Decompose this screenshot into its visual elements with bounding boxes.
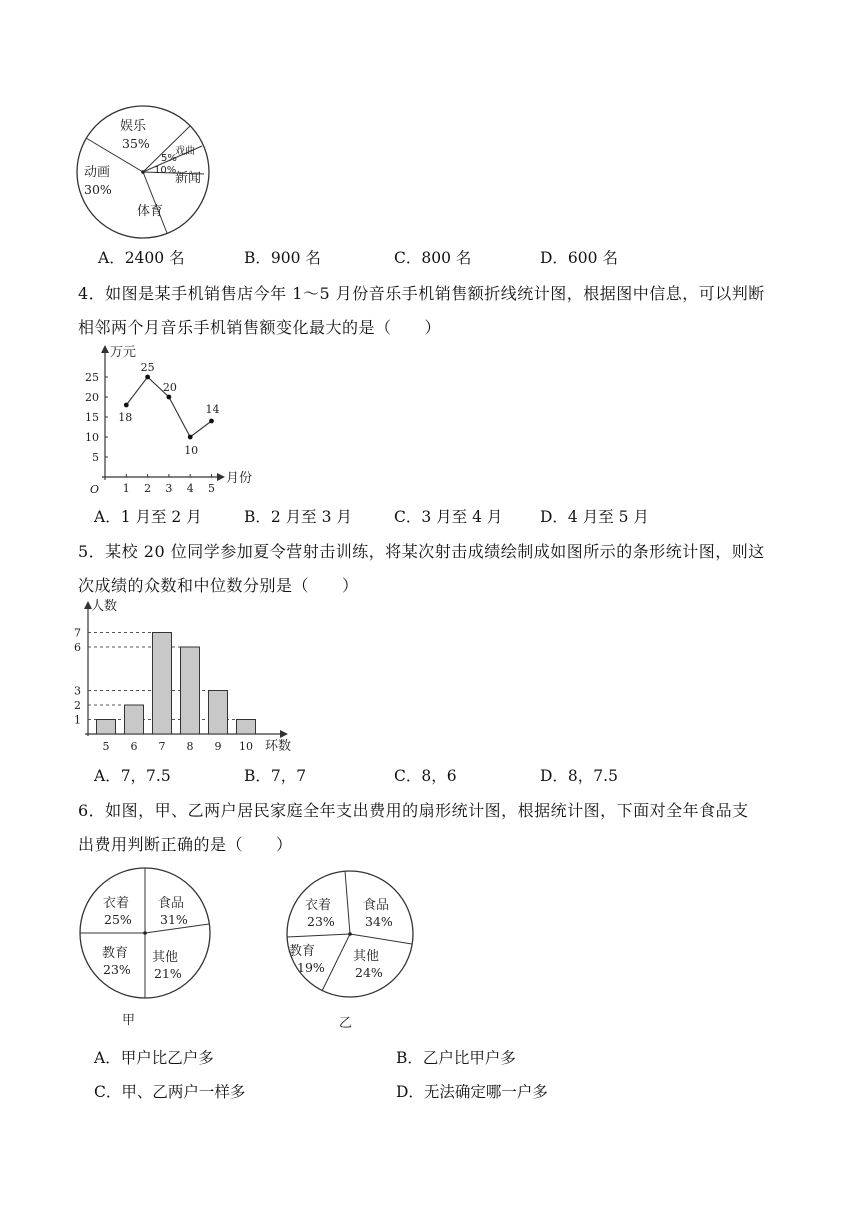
q6-pie-yi <box>275 856 425 1031</box>
q5-xtick-label: 8 <box>186 740 194 753</box>
q5-bar <box>209 691 228 735</box>
q4-data-label: 20 <box>162 381 177 394</box>
q5-option-b[interactable]: B．7，7 <box>244 767 307 785</box>
q3-pct-xinwen: 10% <box>154 165 177 176</box>
q6-jia-label-other: 其他 <box>152 950 179 965</box>
q6-option-c[interactable]: C．甲、乙两户一样多 <box>94 1083 246 1101</box>
q5-xtick-label: 7 <box>158 740 166 753</box>
q4-option-d[interactable]: D．4 月至 5 月 <box>540 508 649 526</box>
q6-yi-label-other: 其他 <box>353 949 380 964</box>
q4-ytick-label: 20 <box>85 391 99 404</box>
q4-stem-line-1: 4．如图是某手机销售店今年 1～5 月份音乐手机销售额折线统计图，根据图中信息，可以判断 <box>78 284 765 303</box>
q5-option-a[interactable]: A．7，7.5 <box>94 767 171 785</box>
q5-bar-chart <box>68 596 308 758</box>
q5-bar <box>237 720 256 735</box>
q6-option-b[interactable]: B．乙户比甲户多 <box>396 1049 516 1067</box>
q6-jia-label-clothing: 衣着 <box>103 896 130 911</box>
q6-pie-jia <box>70 860 220 1030</box>
q6-yi-pct-food: 34% <box>365 914 393 929</box>
q6-jia-pct-food: 31% <box>160 912 188 927</box>
q4-xtick-label: 2 <box>144 482 152 495</box>
q6-option-d[interactable]: D．无法确定哪一户多 <box>396 1083 548 1101</box>
q5-ytick-label: 2 <box>74 699 81 712</box>
q3-option-c[interactable]: C．800 名 <box>394 249 472 267</box>
q5-bar <box>153 633 172 735</box>
q4-ytick-label: 25 <box>85 371 99 384</box>
q4-data-label: 14 <box>205 403 220 416</box>
q5-bar <box>125 705 144 734</box>
q4-data-label: 25 <box>140 361 155 374</box>
q4-data-label: 10 <box>184 444 199 457</box>
q5-xlabel: 环数 <box>265 739 292 754</box>
q4-y-axis-arrow <box>101 345 109 353</box>
q4-ytick-label: 5 <box>92 451 99 464</box>
q3-label-donghua: 动画 <box>84 165 111 180</box>
q5-xtick-label: 5 <box>102 740 110 753</box>
q6-jia-label-education: 教育 <box>102 946 129 961</box>
q6-yi-pct-education: 19% <box>297 960 325 975</box>
q5-ytick-label: 6 <box>74 641 81 654</box>
q6-yi-title: 乙 <box>339 1016 353 1031</box>
q5-option-d[interactable]: D．8，7.5 <box>540 767 618 785</box>
q4-option-c[interactable]: C．3 月至 4 月 <box>394 508 503 526</box>
q4-option-a[interactable]: A．1 月至 2 月 <box>94 508 202 526</box>
q3-pie-chart <box>64 92 224 252</box>
q4-ytick-label: 10 <box>85 431 99 444</box>
q5-bar <box>97 720 116 735</box>
q4-data-point <box>124 403 129 408</box>
q4-data-label: 18 <box>118 411 133 424</box>
q3-option-a[interactable]: A．2400 名 <box>98 249 185 267</box>
q4-data-point <box>188 435 193 440</box>
q4-data-point <box>145 375 150 380</box>
q6-yi-label-clothing: 衣着 <box>305 898 332 913</box>
q6-jia-pct-other: 21% <box>154 966 182 981</box>
q4-stem-line-2: 相邻两个月音乐手机销售额变化最大的是（ ） <box>78 318 442 337</box>
q6-option-a[interactable]: A．甲户比乙户多 <box>94 1049 214 1067</box>
q4-xtick-label: 4 <box>186 482 194 495</box>
q4-data-point <box>209 419 214 424</box>
q6-yi-label-education: 教育 <box>289 944 316 959</box>
q4-xtick-label: 3 <box>165 482 173 495</box>
q3-pct-xiqu: 5% <box>161 153 177 164</box>
q5-ytick-label: 1 <box>74 713 81 727</box>
q3-label-xiqu: 戏曲 <box>175 146 195 157</box>
q5-ylabel: 人数 <box>91 599 118 614</box>
q4-origin: O <box>90 483 100 496</box>
q5-xtick-label: 10 <box>239 740 253 753</box>
q3-pie-center <box>141 170 145 174</box>
q5-stem-line-2: 次成绩的众数和中位数分别是（ ） <box>78 576 359 595</box>
q3-label-tiyu: 体育 <box>137 204 164 219</box>
q5-bar <box>181 647 200 734</box>
q4-xtick-label: 1 <box>122 482 130 495</box>
q5-xtick-label: 9 <box>214 740 222 753</box>
q4-option-b[interactable]: B．2 月至 3 月 <box>244 508 352 526</box>
q6-jia-label-food: 食品 <box>158 896 185 911</box>
q6-yi-pct-clothing: 23% <box>307 914 335 929</box>
q4-xlabel: 月份 <box>226 471 253 486</box>
q5-stem-line-1: 5．某校 20 位同学参加夏令营射击训练，将某次射击成绩绘制成如图所示的条形统计图，则这 <box>78 542 765 561</box>
q5-xtick-label: 6 <box>130 740 138 753</box>
q4-line-chart <box>68 340 268 500</box>
q3-label-xinwen: 新闻 <box>175 171 202 186</box>
q6-jia-pct-clothing: 25% <box>104 912 132 927</box>
q3-label-yule: 娱乐 <box>120 119 147 134</box>
q4-xtick-label: 5 <box>208 482 215 495</box>
q6-stem-line-2: 出费用判断正确的是（ ） <box>78 835 293 854</box>
q5-ytick-label: 7 <box>74 626 81 640</box>
q6-jia-pct-education: 23% <box>103 962 131 977</box>
q3-option-d[interactable]: D．600 名 <box>540 249 618 267</box>
q6-yi-label-food: 食品 <box>363 898 390 913</box>
q3-pct-yule: 35% <box>122 136 150 151</box>
q3-option-b[interactable]: B．900 名 <box>244 249 321 267</box>
q4-ylabel: 万元 <box>110 345 137 360</box>
q4-ytick-label: 15 <box>85 411 99 424</box>
q6-jia-center <box>143 931 147 935</box>
q6-yi-pct-other: 24% <box>355 965 383 980</box>
q5-x-axis-arrow <box>280 730 288 738</box>
q4-x-axis-arrow <box>217 473 225 481</box>
q3-pct-donghua: 30% <box>84 182 112 197</box>
q5-ytick-label: 3 <box>74 684 81 698</box>
q6-yi-center <box>348 932 352 936</box>
q6-jia-title: 甲 <box>122 1013 136 1028</box>
q4-data-point <box>167 395 172 400</box>
q5-option-c[interactable]: C．8，6 <box>394 767 457 785</box>
q6-stem-line-1: 6．如图，甲、乙两户居民家庭全年支出费用的扇形统计图，根据统计图，下面对全年食品支 <box>78 801 749 820</box>
